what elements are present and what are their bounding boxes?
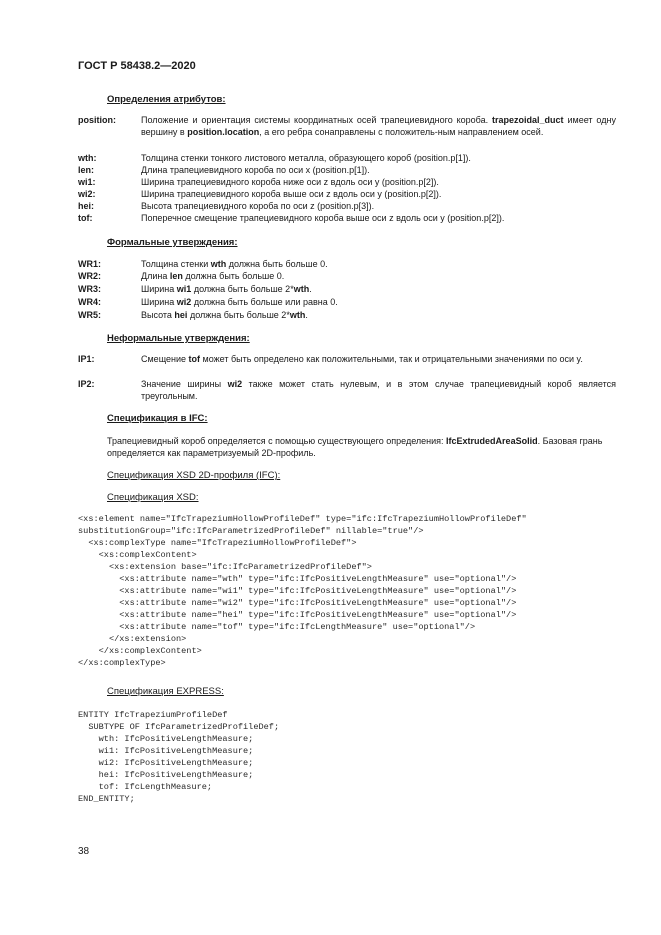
- rule-term: WR3:: [78, 284, 101, 294]
- rule-text: Смещение tof может быть определено как положительными, так и отрицательными значениями по оси y.: [141, 354, 583, 364]
- xsd-2d-heading: Спецификация XSD 2D-профиля (IFC):: [107, 470, 281, 481]
- attribute-definition: Положение и ориентация системы координатных осей трапециевидного короба. trapezoidal_duct имеет одну вершину в position.location, а его ребра сонаправлены с положитель-ным направлением осей.: [141, 115, 616, 137]
- attribute-term: len:: [78, 165, 95, 175]
- rule-text: Ширина wi2 должна быть больше или равна 0.: [141, 297, 338, 307]
- rule-term: WR5:: [78, 310, 101, 320]
- rule-term: WR4:: [78, 297, 101, 307]
- rule-text: Высота hei должна быть больше 2*wth.: [141, 310, 308, 320]
- page-number: 38: [78, 846, 90, 857]
- express-heading: Спецификация EXPRESS:: [107, 686, 224, 697]
- rule-term: IP2:: [78, 379, 95, 389]
- rule-term: IP1:: [78, 354, 95, 364]
- rule-text: Значение ширины wi2 также может стать нулевым, и в этом случае трапециевидный короб является треугольным.: [141, 379, 616, 401]
- attribute-term: wi2:: [78, 189, 96, 199]
- attribute-term: tof:: [78, 213, 93, 223]
- ifc-paragraph: Трапециевидный короб определяется с помощью существующего определения: IfcExtrudedAreaSolid. Базовая грань определяется как параметризуемый 2D-профиль.: [107, 436, 603, 458]
- attribute-term: wi1:: [78, 177, 96, 187]
- attributes-heading: Определения атрибутов:: [107, 94, 226, 105]
- rule-term: WR1:: [78, 259, 101, 269]
- attribute-definition: Высота трапециевидного короба по оси z (position.p[3]).: [141, 201, 375, 211]
- attribute-term: wth:: [78, 153, 97, 163]
- attribute-term: position:: [78, 115, 116, 125]
- rule-text: Толщина стенки wth должна быть больше 0.: [141, 259, 328, 269]
- attribute-definition: Длина трапециевидного короба по оси x (position.p[1]).: [141, 165, 370, 175]
- rule-term: WR2:: [78, 271, 101, 281]
- attribute-definition: Поперечное смещение трапециевидного короба выше оси z вдоль оси y (position.p[2]).: [141, 213, 505, 223]
- xsd-heading: Спецификация XSD:: [107, 492, 199, 503]
- express-code-block: ENTITY IfcTrapeziumProfileDef SUBTYPE OF IfcParametrizedProfileDef; wth: IfcPositiveLengthMeasure; wi1: IfcPositiveLengthMeasure; wi2: IfcPositiveLengthMeasure; hei: IfcPositiveLengthMeasure; tof: IfcLengthMeasure; END_ENTITY;: [78, 710, 280, 804]
- standard-header: ГОСТ Р 58438.2—2020: [78, 60, 196, 72]
- informal-heading: Неформальные утверждения:: [107, 333, 250, 344]
- ifc-heading: Спецификация в IFC:: [107, 413, 208, 424]
- attribute-definition: Толщина стенки тонкого листового металла, образующего короб (position.p[1]).: [141, 153, 471, 163]
- attribute-term: hei:: [78, 201, 95, 211]
- attribute-definition: Ширина трапециевидного короба выше оси z вдоль оси y (position.p[2]).: [141, 189, 442, 199]
- rule-text: Ширина wi1 должна быть больше 2*wth.: [141, 284, 312, 294]
- attribute-definition: Ширина трапециевидного короба ниже оси z вдоль оси y (position.p[2]).: [141, 177, 439, 187]
- xsd-code-block: <xs:element name="IfcTrapeziumHollowProfileDef" type="ifc:IfcTrapeziumHollowProfileDef" substitutionGroup="ifc:IfcParametrizedProfileDef" nillable="true"/> <xs:complexType name="IfcTrapeziumHollowProfileDef"> <xs:complexContent> <xs:extension base="ifc:IfcParametrizedProfileDef"> <xs:attribute name="wth" type="ifc:IfcPositiveLengthMeasure" use="optional"/> <xs:attribute name="wi1" type="ifc:IfcPositiveLengthMeasure" use="optional"/> <xs:attribute name="wi2" type="ifc:IfcPositiveLengthMeasure" use="optional"/> <xs:attribute name="hei" type="ifc:IfcPositiveLengthMeasure" use="optional"/> <xs:attribute name="tof" type="ifc:IfcLengthMeasure" use="optional"/> </xs:extension> </xs:complexContent> </xs:complexType>: [78, 514, 527, 668]
- rule-text: Длина len должна быть больше 0.: [141, 271, 285, 281]
- formal-heading: Формальные утверждения:: [107, 237, 238, 248]
